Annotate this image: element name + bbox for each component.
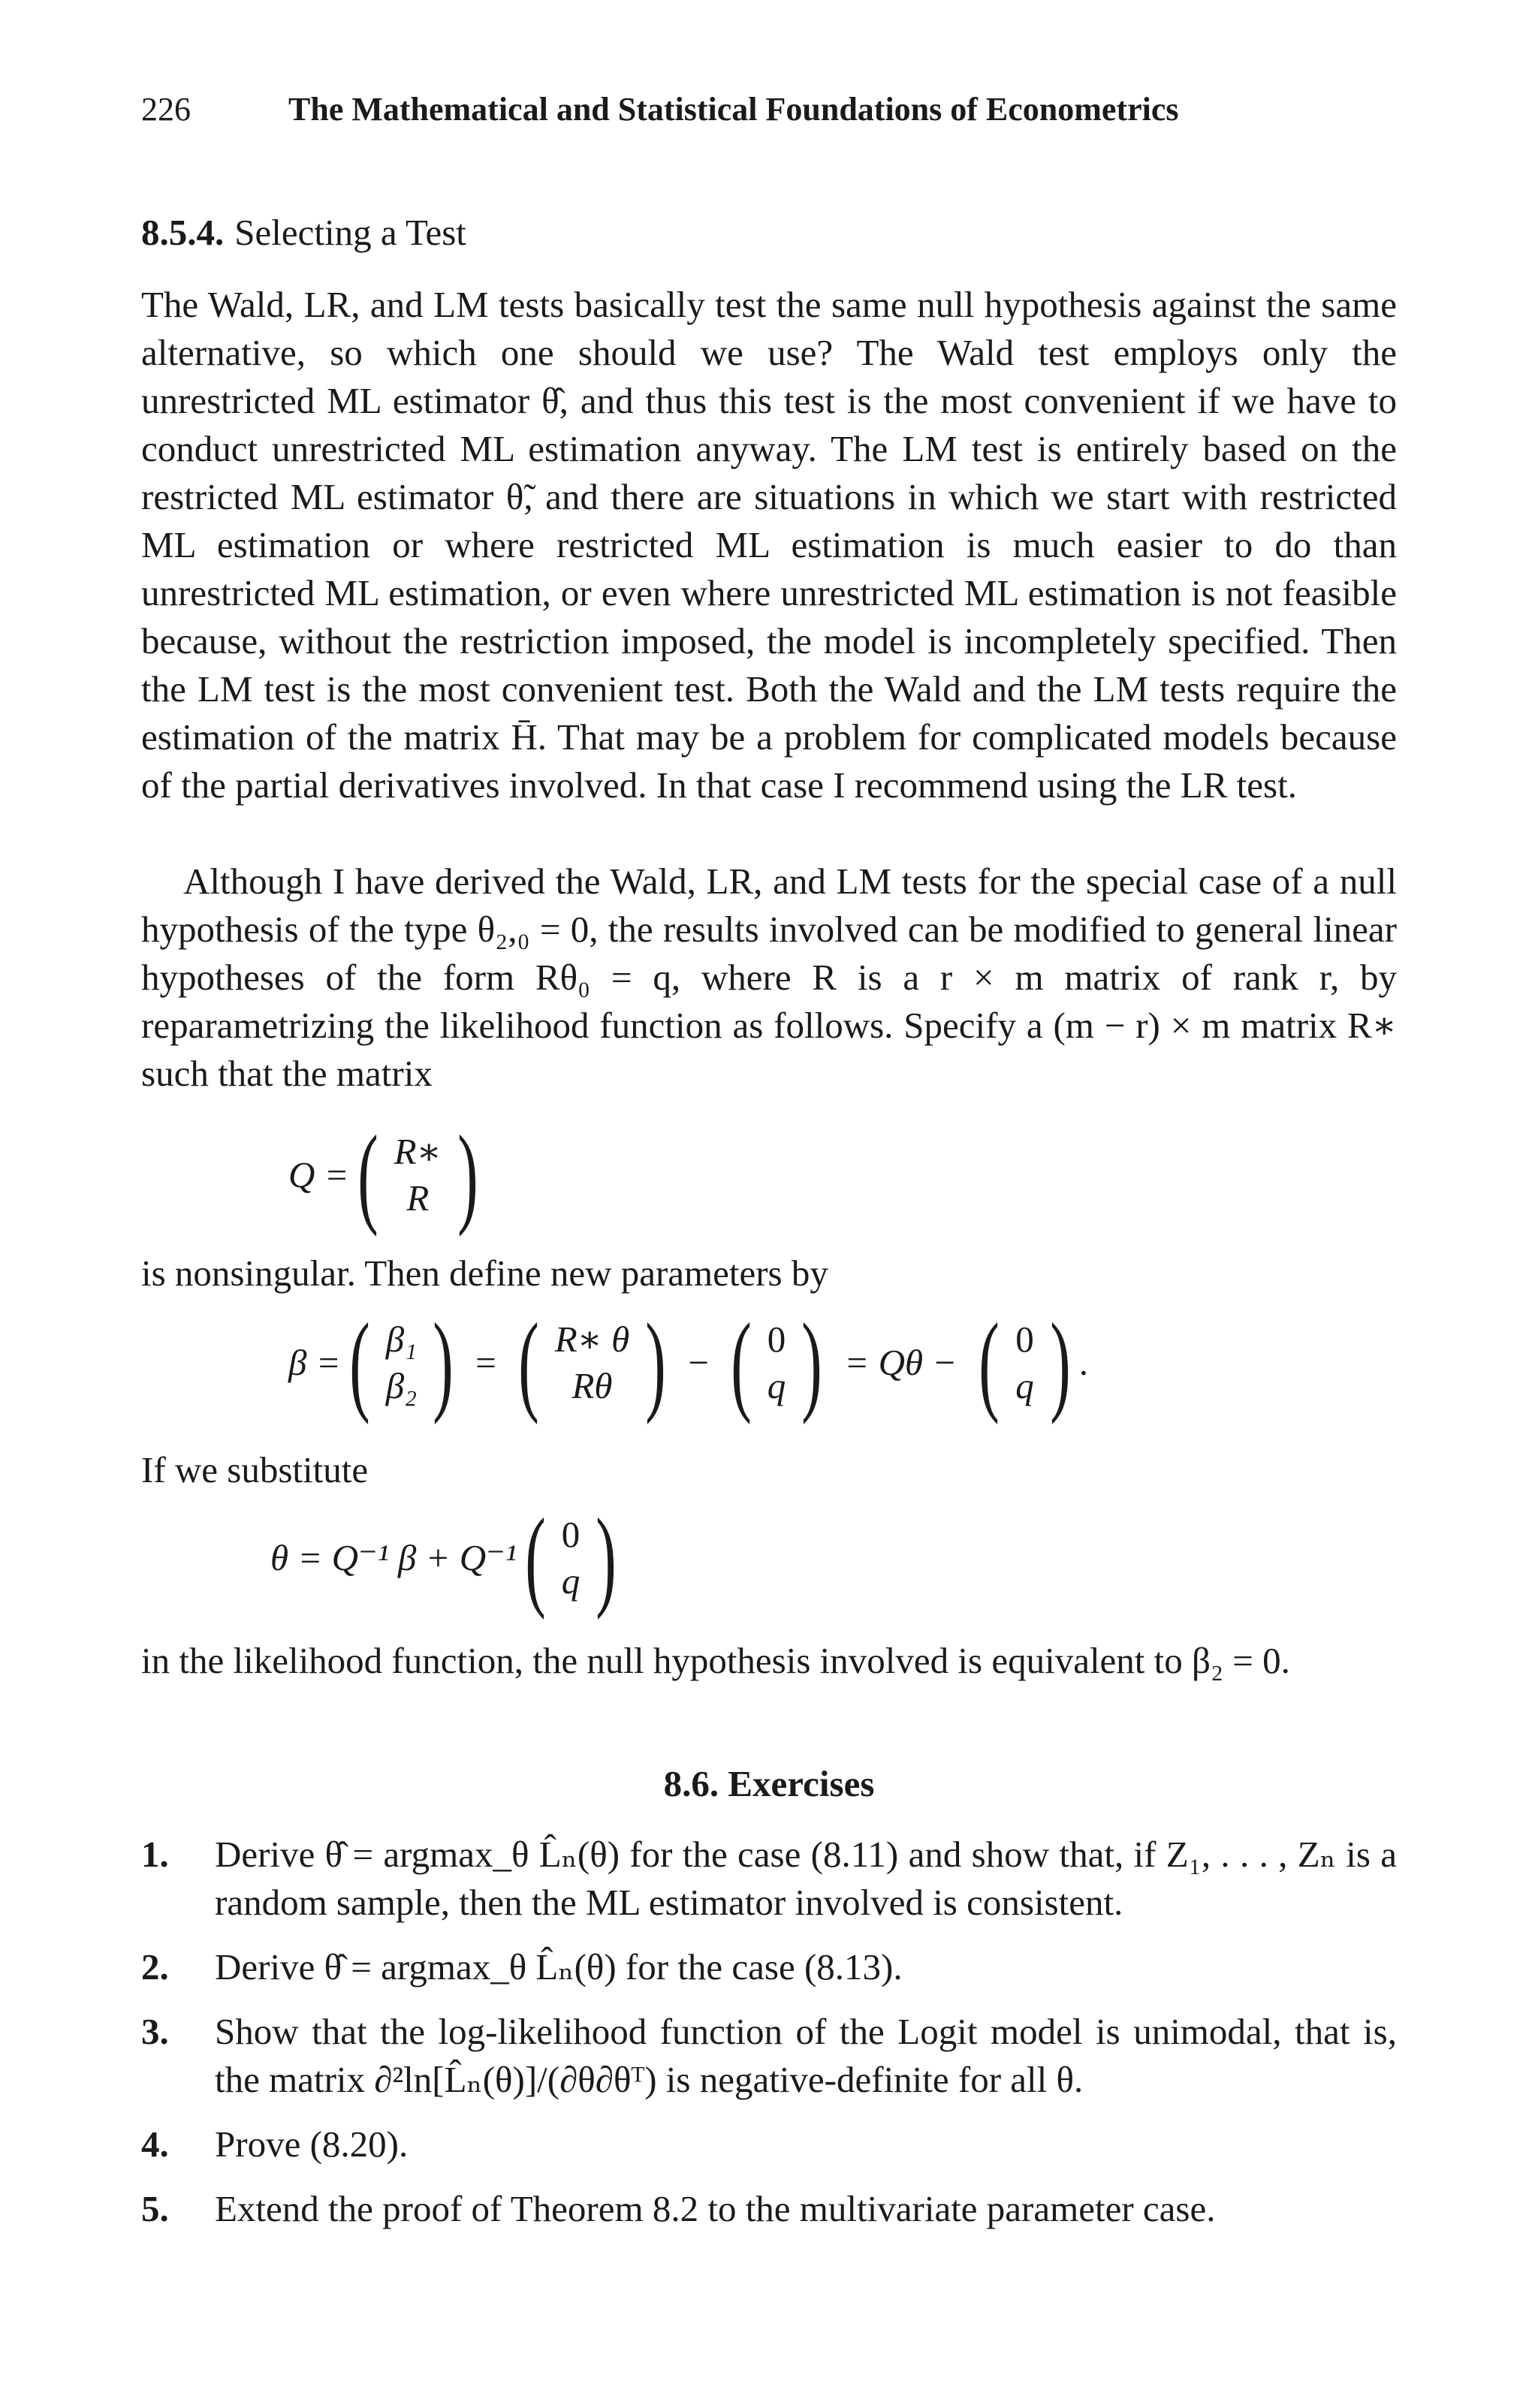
eq-period: . <box>1078 1342 1088 1383</box>
exercise-list <box>141 1831 1397 2250</box>
exercise-number: 2. <box>141 1946 169 1988</box>
exercise-text: Derive θ̂ = argmax_θ L̂ₙ(θ) for the case (8.11) and show that, if Z₁, . . . , Zₙ is a random sample, then the ML estimator involved is consistent. <box>215 1834 1397 1923</box>
matrix-bottom: q <box>1015 1365 1034 1406</box>
left-paren: ( <box>357 1113 378 1237</box>
right-paren: ) <box>645 1300 666 1425</box>
paragraph-5 <box>141 1637 1397 1685</box>
matrix-top: β₁ <box>385 1319 418 1360</box>
running-title: The Mathematical and Statistical Foundations of Econometrics <box>288 91 1179 128</box>
exercise-text: Derive θ̂ = argmax_θ L̂ₙ(θ) for the case (8.13). <box>215 1946 903 1988</box>
equation-q <box>288 1113 487 1237</box>
left-paren: ( <box>731 1300 752 1425</box>
matrix-bottom: q <box>767 1365 786 1406</box>
section-number: 8.5.4. <box>141 212 225 253</box>
left-paren: ( <box>524 1496 546 1620</box>
exercise-item <box>141 1943 1397 1991</box>
paragraph-text: Although I have derived the Wald, LR, and LM tests for the special case of a null hypothesis of the type θ₂,₀ = 0, the results involved can be modified to general linear hypotheses of the form Rθ₀ = q, where R is a r × m matrix of rank r, by reparametrizing the likelihood function as follows. Specify a (m − r) × m matrix R∗ such that the matrix <box>141 860 1397 1094</box>
exercise-number: 5. <box>141 2188 169 2229</box>
right-paren: ) <box>1050 1300 1071 1425</box>
left-paren: ( <box>979 1300 1000 1425</box>
exercise-text: Show that the log-likelihood function of the Logit model is unimodal, that is, the matrix ∂²ln[L̂ₙ(θ)]/(∂θ∂θᵀ) is negative-definite for all θ. <box>215 2011 1397 2100</box>
eq-lhs: θ = Q⁻¹ β + Q⁻¹ <box>270 1537 517 1578</box>
paragraph-text: The Wald, LR, and LM tests basically test the same null hypothesis against the same alternative, so which one should we use? The Wald test employs only the unrestricted ML estimator θ̂, and thus this test is the most convenient if we have to conduct unrestricted ML estimation anyway. The LM test is entirely based on the restricted ML estimator θ̃, and there are situations in which we start with restricted ML estimation or where restricted ML estimation is much easier to do than unrestricted ML estimation, or even where unrestricted ML estimation is not feasible because, without the restriction imposed, the model is incompletely specified. Then the LM test is the most convenient test. Both the Wald and the LM tests require the estimation of the matrix H̄. That may be a problem for complicated models because of the partial derivatives involved. In that case I recommend using the LR test. <box>141 284 1397 806</box>
exercise-item <box>141 1831 1397 1927</box>
exercises-heading: 8.6. Exercises <box>663 1763 875 1804</box>
section-title: Selecting a Test <box>234 212 466 253</box>
matrix-beta <box>378 1316 424 1409</box>
exercise-item <box>141 2120 1397 2168</box>
right-paren: ) <box>801 1300 823 1425</box>
exercise-text: Extend the proof of Theorem 8.2 to the multivariate parameter case. <box>215 2188 1216 2229</box>
matrix-top: 0 <box>767 1319 786 1360</box>
right-paren: ) <box>433 1300 454 1425</box>
left-paren: ( <box>348 1300 370 1425</box>
paragraph-2 <box>141 857 1397 1098</box>
matrix-zero-q <box>760 1316 794 1409</box>
exercise-item <box>141 2008 1397 2104</box>
minus-sign: − <box>688 1342 709 1383</box>
matrix-bottom: β₂ <box>385 1365 418 1406</box>
paragraph-1 <box>141 281 1397 809</box>
exercise-text: Prove (8.20). <box>215 2123 409 2165</box>
matrix-top: 0 <box>1015 1319 1034 1360</box>
equation-theta <box>270 1496 625 1620</box>
matrix-bottom: R <box>406 1177 430 1219</box>
matrix-zero-q-2 <box>1008 1316 1042 1409</box>
right-paren: ) <box>596 1496 617 1620</box>
matrix-bottom: q <box>561 1560 581 1602</box>
matrix-bottom: Rθ <box>571 1365 613 1406</box>
matrix-top: 0 <box>561 1514 581 1555</box>
matrix <box>387 1129 449 1222</box>
matrix-top: R∗ θ <box>554 1319 630 1360</box>
eq-lhs: Q = <box>288 1154 349 1195</box>
paragraph-4 <box>141 1446 1397 1494</box>
matrix-top: R∗ <box>394 1131 442 1172</box>
eq-lhs: β = <box>288 1342 341 1383</box>
paragraph-3 <box>141 1249 1397 1297</box>
exercise-item <box>141 2185 1397 2233</box>
exercise-number: 1. <box>141 1834 169 1875</box>
right-paren: ) <box>457 1113 478 1237</box>
equals-sign: = <box>475 1342 496 1383</box>
eq-mid: = Qθ − <box>844 1342 957 1383</box>
section-heading <box>141 209 1397 257</box>
equation-beta <box>288 1300 1088 1425</box>
left-paren: ( <box>517 1300 539 1425</box>
paragraph-text: is nonsingular. Then define new parameters by <box>141 1252 828 1294</box>
paragraph-text: If we substitute <box>141 1449 369 1490</box>
paragraph-text: in the likelihood function, the null hypothesis involved is equivalent to β₂ = 0. <box>141 1640 1290 1681</box>
exercise-number: 3. <box>141 2011 169 2052</box>
page-number: 226 <box>141 91 191 128</box>
matrix <box>554 1511 588 1605</box>
exercise-number: 4. <box>141 2123 169 2165</box>
running-header <box>141 87 1397 132</box>
matrix-r-theta <box>547 1316 638 1409</box>
